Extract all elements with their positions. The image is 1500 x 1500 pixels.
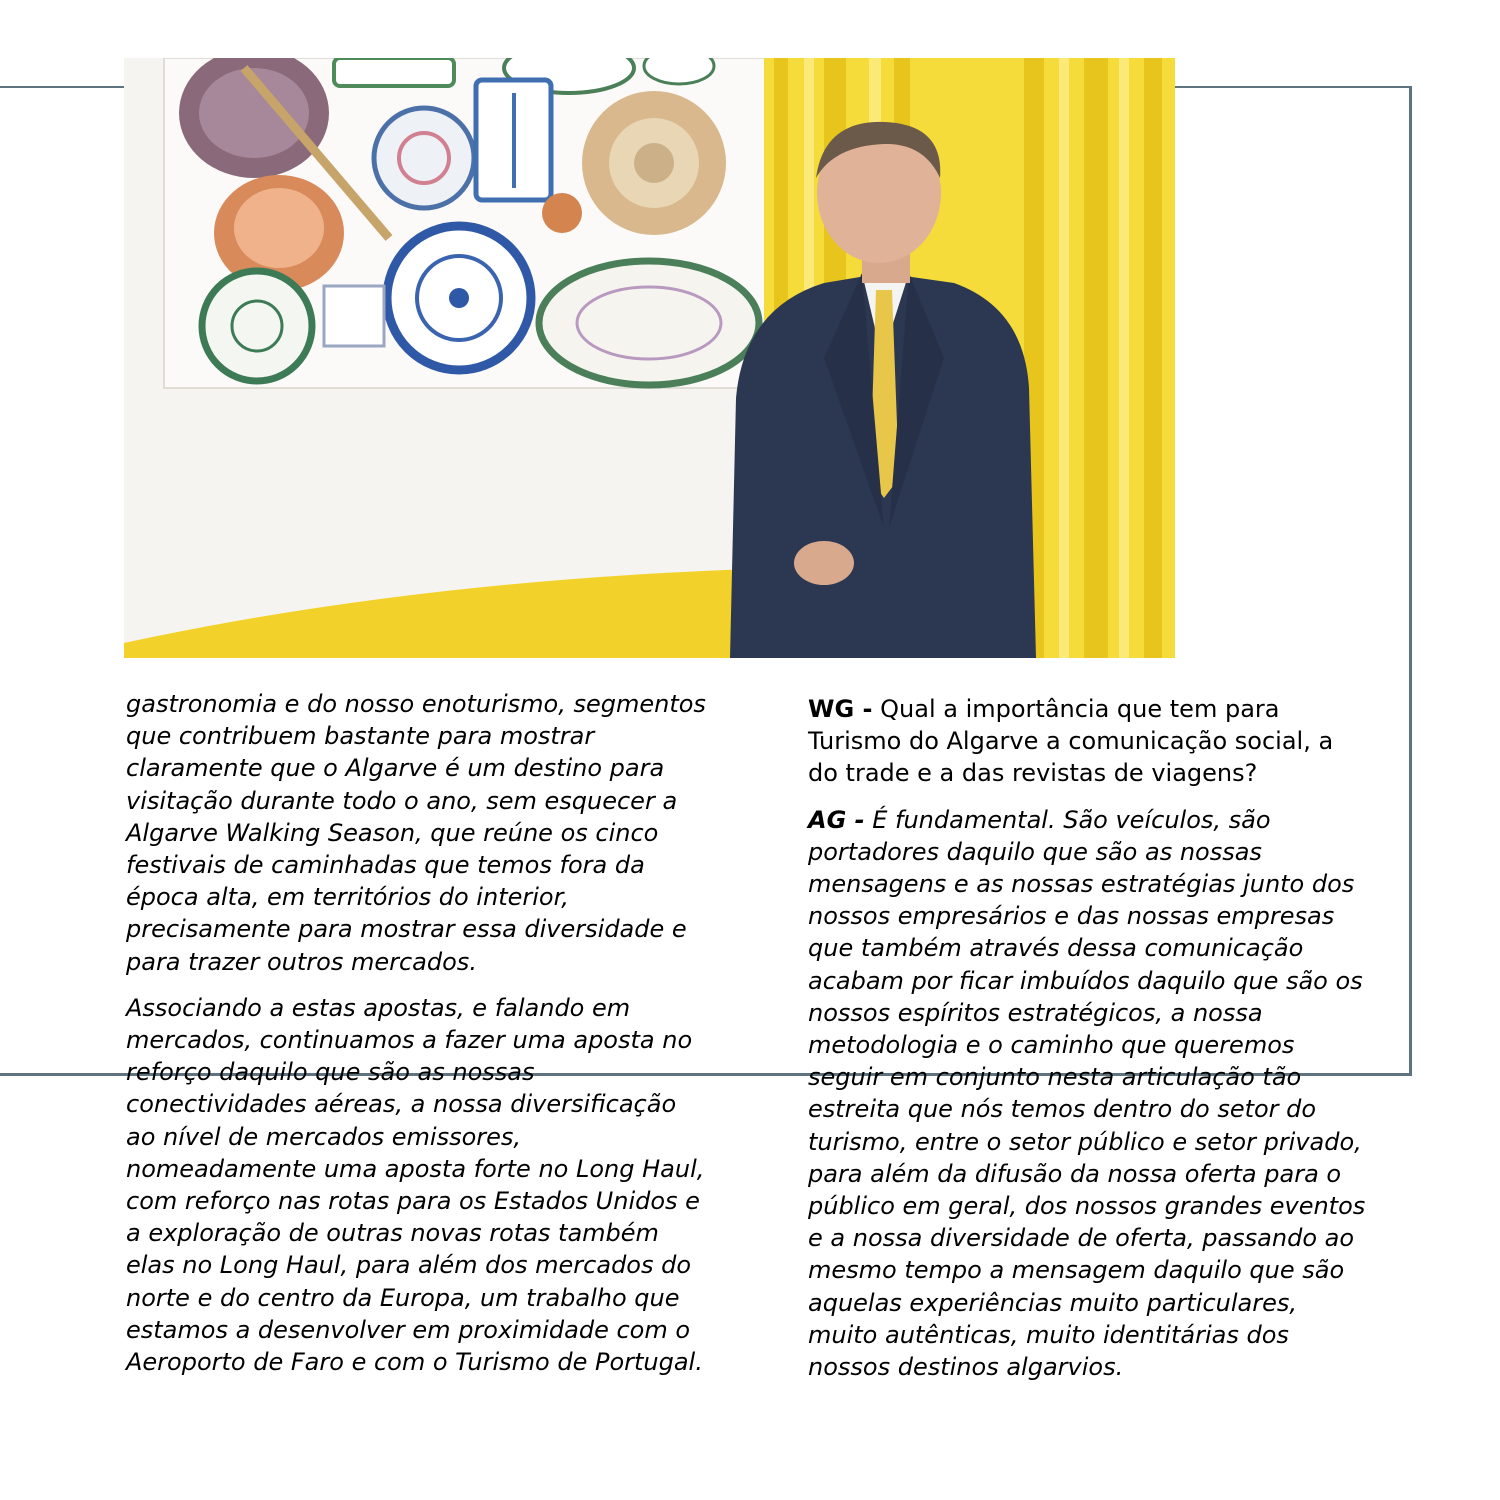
left-paragraph-2: Associando a estas apostas, e falando em mercados, continuamos a fazer uma aposta no reforço daquilo que são as nossas conectividades aéreas, a nossa diversificação ao nível de mercados emissores, nomeadamente uma aposta forte no Long Haul, com reforço nas rotas para os Estados Unidos e a exploração de outras novas rotas também elas no Long Haul, para além dos mercados do norte e do centro da Europa, um trabalho que estamos a desenvolver em proximidade com o Aeroporto de Faro e com o Turismo de Portugal. [126, 993, 705, 1377]
question-text: Qual a importância que tem para Turismo do Algarve a comunicação social, a do trade e a das revistas de viagens? [808, 695, 1334, 788]
answer-text: É fundamental. São veículos, são portadores daquilo que são as nossas mensagens e as nossas estratégias junto dos nossos empresários e das nossas empresas que também através dessa comunicação acabam por ficar imbuídos daquilo que são os nossos espíritos estratégicos, a nossa metodologia e o caminho que queremos seguir em conjunto nesta articulação tão estreita que nós temos dentro do setor do turismo, entre o setor público e setor privado, para além da difusão da nossa oferta para o público em geral, dos nossos grandes eventos e a nossa diversidade de oferta, passando ao mesmo tempo a mensagem daquilo que são aquelas experiências muito particulares, muito autênticas, muito identitárias dos nossos destinos algarvios. [808, 805, 1366, 1382]
question-tag: WG - [808, 695, 873, 723]
left-paragraph-1: gastronomia e do nosso enoturismo, segmentos que contribuem bastante para mostrar claramente que o Algarve é um destino para visitação durante todo o ano, sem esquecer a Algarve Walking Season, que reúne os cinco festivais de caminhadas que temos fora da época alta, em territórios do interior, precisamente para mostrar essa diversidade e para trazer outros mercados. [126, 690, 706, 976]
frame-top-right [1175, 86, 1412, 88]
answer-tag: AG - [808, 805, 865, 834]
frame-top-left [0, 86, 124, 88]
right-column [808, 693, 1368, 1397]
question-paragraph [808, 693, 1368, 790]
answer-paragraph [808, 804, 1368, 1384]
left-column [126, 688, 706, 1392]
photo-illustration [124, 58, 1175, 658]
frame-right [1409, 86, 1412, 1076]
article-photo [124, 58, 1175, 658]
